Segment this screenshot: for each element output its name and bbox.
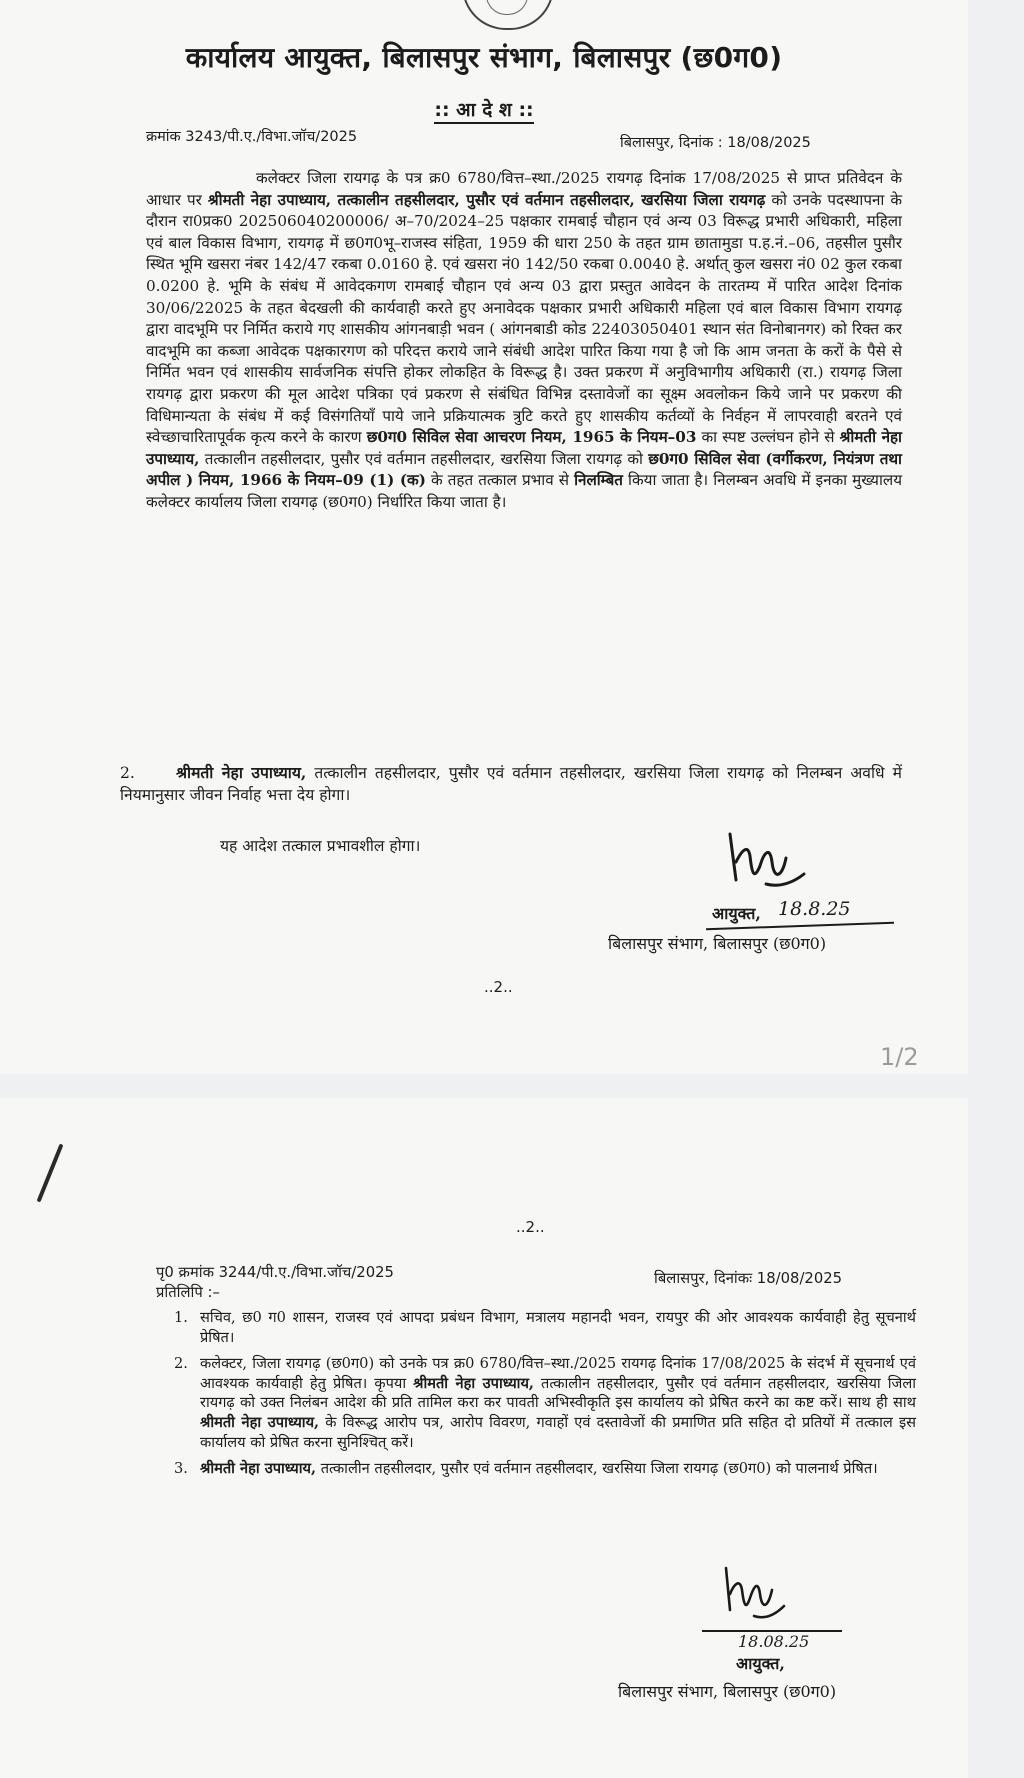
copy-place-date: बिलासपुर, दिनांकः 18/08/2025: [654, 1270, 843, 1287]
order-reference-number: क्रमांक 3243/पी.ए./विभा.जॉच/2025: [146, 129, 358, 145]
signatory-title: आयुक्त,: [712, 904, 761, 923]
order-place-date: बिलासपुर, दिनांक : 18/08/2025: [620, 135, 811, 151]
copy-signatory-title: आयुक्त,: [736, 1654, 785, 1673]
commissioner-signature-copy: [716, 1558, 806, 1628]
list-item: 1. सचिव, छ0 ग0 शासन, राजस्व एवं आपदा प्रबंधन विभाग, मत्रालय महानदी भवन, रायपुर की ओर आवश्यक कार्यवाही हेतु सूचनार्थ प्रेषित।: [174, 1309, 916, 1346]
copy-recipient-list: [176, 1308, 916, 1486]
signatory-office: बिलासपुर संभाग, बिलासपुर (छ0ग0): [608, 934, 827, 953]
page-2-marker: ..2..: [516, 1218, 545, 1236]
office-heading: कार्यालय आयुक्त, बिलासपुर संभाग, बिलासपुर (छ0ग0): [185, 41, 783, 74]
order-title: :: आ दे श ::: [0, 96, 968, 122]
list-item: 3. श्रीमती नेहा उपाध्याय, तत्कालीन तहसीलदार, पुसौर एवं वर्तमान तहसीलदार, खरसिया जिला रायगढ़ (छ0ग0) को पालनार्थ प्रेषित।: [174, 1460, 878, 1478]
signature-date: 18.8.25: [778, 898, 851, 920]
copy-to-label: प्रतिलिपि :–: [156, 1284, 220, 1301]
list-item: 2. कलेक्टर, जिला रायगढ़ (छ0ग0) को उनके पत्र क्र0 6780/वित्त–स्था./2025 रायगढ़ दिनांक 17/08/2025 के संदर्भ में सूचनार्थ एवं आवश्यक कार्यवाही हेतु प्रेषित। कृपया श्रीमती नेहा उपाध्याय, तत्कालीन तहसीलदार, पुसौर एवं वर्तमान तहसीलदार, खरसिया जिला रायगढ़ को उक्त निलंबन आदेश की प्रति तामिल करा कर पावती अभिस्वीकृति इस कार्यालय को प्रेषित करने का कष्ट करें। साथ ही साथ श्रीमती नेहा उपाध्याय, के विरूद्ध आरोप पत्र, आरोप विवरण, गवाहों एवं दस्तावेजों की प्रमाणित प्रति सहित दो प्रतियों में तत्काल इस कार्यालय को प्रेषित करना सुनिश्चित् करें।: [174, 1355, 917, 1451]
order-paragraph-2: 2. श्रीमती नेहा उपाध्याय, तत्कालीन तहसीलदार, पुसौर एवं वर्तमान तहसीलदार, खरसिया जिला रायगढ़ को निलम्बन अवधि में नियमानुसार जीवन निर्वाह भत्ता देय होगा।: [120, 763, 902, 804]
government-emblem: [462, 0, 554, 30]
page-counter: 1/2: [880, 1043, 919, 1071]
copy-reference-number: पृ0 क्रमांक 3244/पी.ए./विभा.जॉच/2025: [156, 1264, 394, 1281]
copy-signature-date: 18.08.25: [738, 1632, 810, 1651]
order-effect-line: यह आदेश तत्काल प्रभावशील होगा।: [220, 837, 421, 855]
order-body: कलेक्टर जिला रायगढ़ के पत्र क्र0 6780/वित्त–स्था./2025 रायगढ़ दिनांक 17/08/2025 से प्राप्त प्रतिवेदन के आधार पर श्रीमती नेहा उपाध्याय, तत्कालीन तहसीलदार, पुसौर एवं वर्तमान तहसीलदार, खरसिया जिला रायगढ़ को उनके पदस्थापना के दौरान रा0प्रक0 202506040200006/ अ–70/2024–25 पक्षकार रामबाई चौहान एवं अन्य 03 विरूद्ध प्रभारी अधिकारी, महिला एवं बाल विकास विभाग, रायगढ़ में छ0ग0भू–राजस्व संहिता, 1959 की धारा 250 के तहत ग्राम छातामुडा प.ह.नं.–06, तहसील पुसौर स्थित भूमि खसरा नंबर 142/47 रकबा 0.0160 हे. एवं खसरा नं0 142/50 रकबा 0.0040 हे. अर्थात् कुल खसरा नं0 02 कुल रकबा 0.0200 हे. भूमि के संबंध में आवेदकगण रामबाई चौहान एवं अन्य 03 द्वारा प्रस्तुत आवेदन के तारतम्य में पारित आदेश दिनांक 30/06/22025 के तहत बेदखली की कार्यवाही करते हुए अनावेदक पक्षकार प्रभारी अधिकारी महिला एवं बाल विकास विभाग रायगढ़ द्वारा वादभूमि पर निर्मित कराये गए शासकीय आंगनबाड़ी भवन ( आंगनबाडी कोड 22403050401 स्थान संत विनोबानगर) को रिक्त कर वादभूमि का कब्जा आवेदक पक्षकारगण को परिदत्त कराये जाने संबंधी आदेश पारित किया गया है जो कि आम जनता के करों के पैसे से निर्मित भवन एवं शासकीय सार्वजनिक संपत्ति होकर लोकहित के विरूद्ध है। उक्त प्रकरण में अनुविभागीय अधिकारी (रा.) रायगढ़ जिला रायगढ़ द्वारा प्रकरण की मूल आदेश पत्रिका एवं प्रकरण से संबंधित विभिन्न दस्तावेजों का सूक्ष्म अवलोकन किये जाने पर प्रकरण की विधिमान्यता के संबंध में कई विसंगतियॉं पाये जाने प्रक्रियात्मक त्रुटि करते हुए शासकीय कर्तव्यों के निर्वहन में लापरवाही बरतने एवं स्वेच्छाचारितापूर्वक कृत्य करने के कारण छ0ग0 सिविल सेवा आचरण नियम, 1965 के नियम–03 का स्पष्ट उल्लंघन होने से श्रीमती नेहा उपाध्याय, तत्कालीन तहसीलदार, पुसौर एवं वर्तमान तहसीलदार, खरसिया जिला रायगढ़ को छ0ग0 सिविल सेवा (वर्गीकरण, नियंत्रण तथा अपील ) नियम, 1966 के नियम–09 (1) (क) के तहत तत्काल प्रभाव से निलम्बित किया जाता है। निलम्बन अवधि में इनका मुख्यालय कलेक्टर कार्यालय जिला रायगढ़ (छ0ग0) निर्धारित किया जाता है।: [146, 169, 902, 511]
commissioner-signature: [720, 822, 840, 902]
next-page-marker: ..2..: [484, 978, 513, 996]
copy-signatory-office: बिलासपुर संभाग, बिलासपुर (छ0ग0): [618, 1682, 837, 1701]
